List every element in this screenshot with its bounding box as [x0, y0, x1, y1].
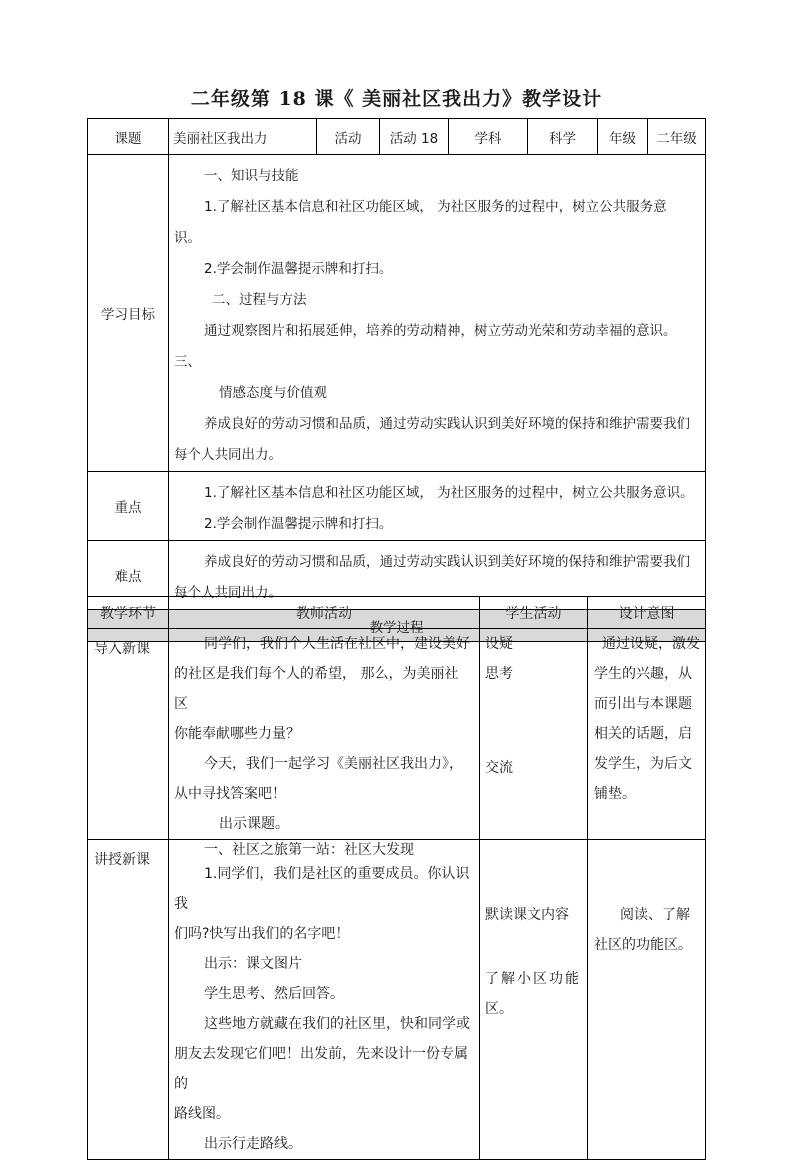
intro-teacher-line: 的社区是我们每个人的希望， 那么，为美丽社区: [174, 666, 459, 712]
new-lesson-teacher-line: 学生思考、然后回答。: [204, 986, 344, 1002]
intro-teacher-line: 你能奉献哪些力量？: [174, 726, 300, 742]
column-header-intent: 设计意图: [588, 597, 706, 629]
difficulties-line: 养成良好的劳动习惯和品质，通过劳动实践认识到美好环境的保持和维护需要我们: [204, 554, 690, 570]
new-lesson-teacher-line: 路线图。: [174, 1106, 230, 1122]
topic-key: 课题: [88, 119, 169, 155]
grade-value: 二年级: [648, 119, 706, 155]
intro-intent-line: 相关的话题，启: [594, 726, 692, 742]
objectives-line: 一、知识与技能: [204, 168, 299, 184]
objectives-line: 养成良好的劳动习惯和品质，通过劳动实践认识到美好环境的保持和维护需要我们: [204, 416, 690, 432]
new-lesson-teacher-line: 朋友去发现它们吧！出发前，先来设计一份专属的: [174, 1046, 468, 1092]
objectives-line: 识。: [174, 230, 201, 246]
topic-value: 美丽社区我出力: [169, 119, 317, 155]
intro-student-line: 交流: [485, 760, 513, 776]
intro-intent-line: 发学生，为后文: [594, 756, 692, 772]
activity-value: 活动 18: [380, 119, 449, 155]
subject-value: 科学: [528, 119, 598, 155]
new-lesson-teacher-line: 们吗?快写出我们的名字吧！: [174, 926, 350, 942]
new-lesson-student-line: 了解小区功能: [485, 971, 581, 987]
new-lesson-intent-line: 阅读、了解: [620, 907, 690, 923]
new-lesson-intent-line: 社区的功能区。: [594, 937, 692, 953]
new-lesson-design-intent: [588, 840, 706, 1160]
new-lesson-teacher-activity: [169, 840, 480, 1160]
new-lesson-stage: 讲授新课: [88, 840, 169, 1160]
activity-key: 活动: [317, 119, 380, 155]
new-lesson-student-line: 默读课文内容: [485, 907, 569, 923]
teaching-process-table: [87, 596, 706, 1160]
intro-intent-line: 而引出与本课题: [594, 696, 692, 712]
keypoints-line: 1.了解社区基本信息和社区功能区域， 为社区服务的过程中，树立公共服务意识。: [204, 485, 694, 501]
intro-teacher-line: 今天，我们一起学习《美丽社区我出力》，: [204, 756, 463, 772]
intro-student-line: 设疑: [485, 636, 513, 652]
objectives-content: [169, 155, 706, 472]
objectives-line: 情感态度与价值观: [219, 385, 327, 401]
intro-teacher-line: 同学们，我们个人生活在社区中，建设美好: [204, 636, 470, 652]
difficulties-label: 难点: [88, 541, 169, 610]
difficulties-line: 每个人共同出力。: [174, 585, 282, 601]
new-lesson-teacher-line: 这些地方就藏在我们的社区里，快和同学或: [204, 1016, 470, 1032]
column-header-stage: 教学环节: [88, 597, 169, 629]
objectives-line: 每个人共同出力。: [174, 447, 282, 463]
keypoints-label: 重点: [88, 472, 169, 541]
objectives-line: 2.学会制作温馨提示牌和打扫。: [204, 261, 393, 277]
intro-intent-line: 铺垫。: [594, 786, 636, 802]
new-lesson-student-activity: [480, 840, 588, 1160]
keypoints-line: 2.学会制作温馨提示牌和打扫。: [204, 516, 393, 532]
new-lesson-teacher-line: 一、社区之旅第一站：社区大发现: [204, 842, 414, 858]
column-header-teacher: 教师活动: [169, 597, 480, 629]
objectives-line: 1.了解社区基本信息和社区功能区域， 为社区服务的过程中，树立公共服务意: [204, 199, 667, 215]
new-lesson-student-line: 区。: [485, 1001, 513, 1017]
course-info-table: [87, 118, 706, 642]
objectives-line: 通过观察图片和拓展延伸，培养的劳动精神，树立劳动光荣和劳动幸福的意识。三、: [174, 323, 677, 370]
column-header-student: 学生活动: [480, 597, 588, 629]
new-lesson-teacher-line: 出示行走路线。: [204, 1136, 302, 1152]
keypoints-content: [169, 472, 706, 541]
intro-intent-line: 学生的兴趣，从: [594, 666, 692, 682]
objectives-line: 二、过程与方法: [212, 292, 307, 308]
grade-key: 年级: [598, 119, 648, 155]
objectives-label: 学习目标: [88, 155, 169, 472]
intro-stage: 导入新课: [88, 629, 169, 840]
new-lesson-teacher-line: 出示：课文图片: [204, 956, 302, 972]
intro-teacher-line: 从中寻找答案吧！: [174, 786, 286, 802]
intro-intent-line: 通过设疑，激发: [602, 636, 700, 652]
intro-student-activity: [480, 629, 588, 840]
intro-design-intent: [588, 629, 706, 840]
intro-student-line: 思考: [485, 666, 513, 682]
document-title: 二年级第 18 课《 美丽社区我出力》教学设计: [190, 88, 603, 110]
process-heading: 教学过程: [88, 610, 706, 642]
subject-key: 学科: [449, 119, 528, 155]
new-lesson-teacher-line: 1.同学们，我们是社区的重要成员。你认识我: [174, 866, 470, 912]
intro-teacher-activity: [169, 629, 480, 840]
intro-teacher-line: 出示课题。: [219, 816, 289, 832]
